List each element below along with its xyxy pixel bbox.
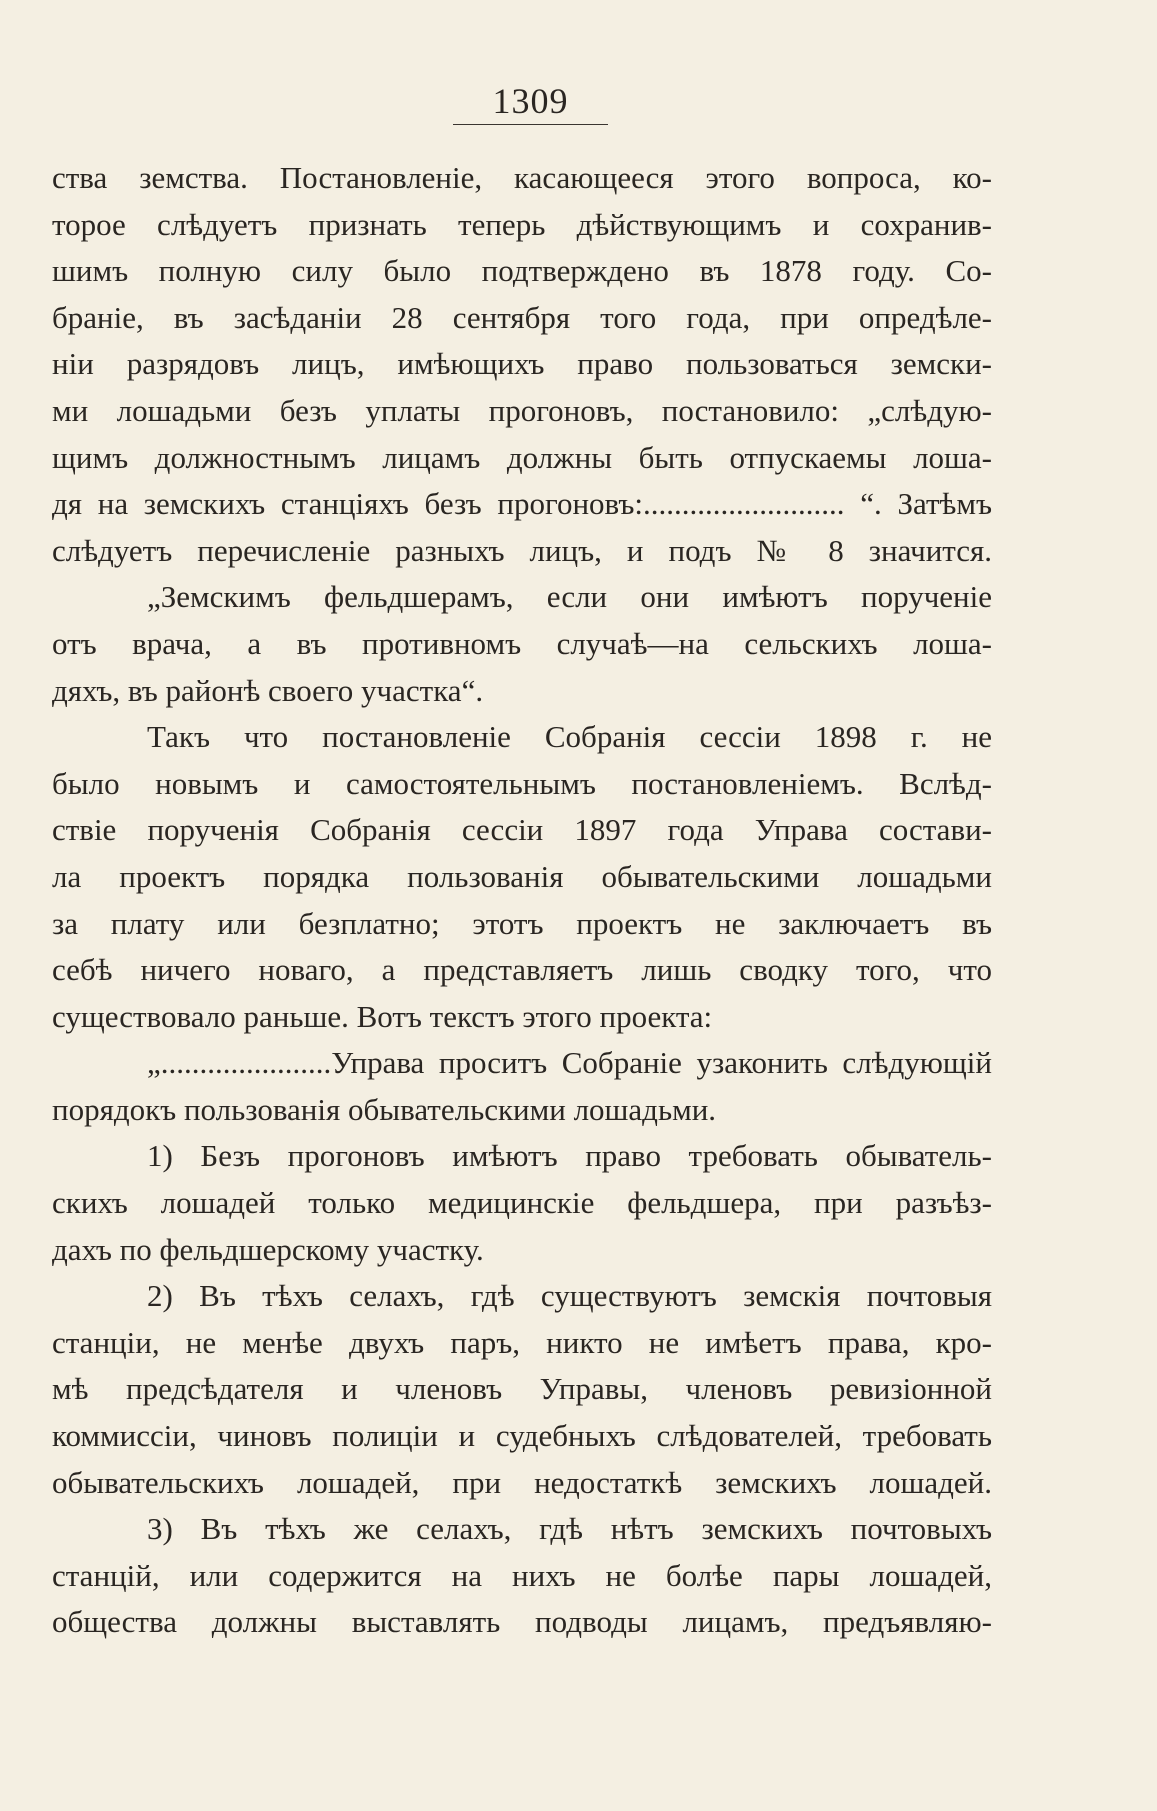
text-line: станціи, не менѣе двухъ паръ, никто не имѣетъ права, кро- — [52, 1324, 992, 1360]
text-line: торое слѣдуетъ признать теперь дѣйствующимъ и сохранив- — [52, 206, 992, 242]
text-line: мѣ предсѣдателя и членовъ Управы, членовъ ревизіонной — [52, 1371, 992, 1407]
text-line: было новымъ и самостоятельнымъ постановленіемъ. Вслѣд- — [52, 765, 992, 801]
text-line: скихъ лошадей только медицинскіе фельдшера, при разъѣз- — [52, 1185, 992, 1221]
text-line: дахъ по фельдшерскому участку. — [52, 1231, 484, 1267]
text-line: 2) Въ тѣхъ селахъ, гдѣ существуютъ земскія почтовыя — [147, 1278, 992, 1314]
text-line: ла проектъ порядка пользованія обывательскими лошадьми — [52, 858, 992, 894]
text-line: общества должны выставлять подводы лицамъ, предъявляю- — [52, 1604, 992, 1640]
header-rule — [453, 124, 608, 125]
text-line: шимъ полную силу было подтверждено въ 1878 году. Со- — [52, 253, 992, 289]
text-line: щимъ должностнымъ лицамъ должны быть отпускаемы лоша- — [52, 439, 992, 475]
text-line: ствіе порученія Собранія сессіи 1897 года Управа состави- — [52, 812, 992, 848]
text-line: за плату или безплатно; этотъ проектъ не заключаетъ въ — [52, 905, 992, 941]
text-line: Такъ что постановленіе Собранія сессіи 1898 г. не — [147, 719, 992, 755]
text-line: дяхъ, въ районѣ своего участка“. — [52, 672, 484, 708]
text-line: 3) Въ тѣхъ же селахъ, гдѣ нѣтъ земскихъ почтовыхъ — [147, 1511, 992, 1547]
page-number: 1309 — [492, 81, 569, 121]
text-line: дя на земскихъ станціяхъ безъ прогоновъ:.......................... “. Затѣмъ — [52, 486, 992, 522]
text-line: существовало раньше. Вотъ текстъ этого проекта: — [52, 998, 713, 1034]
text-line: отъ врача, а въ противномъ случаѣ—на сельскихъ лоша- — [52, 625, 992, 661]
text-line: себѣ ничего новаго, а представляетъ лишь сводку того, что — [52, 952, 992, 988]
text-line: „Земскимъ фельдшерамъ, если они имѣютъ порученіе — [147, 579, 992, 615]
text-line: ніи разрядовъ лицъ, имѣющихъ право пользоваться земски- — [52, 346, 992, 382]
text-line: порядокъ пользованія обывательскими лошадьми. — [52, 1091, 717, 1127]
text-line: обывательскихъ лошадей, при недостаткѣ земскихъ лошадей. — [52, 1464, 992, 1500]
text-line: ми лошадьми безъ уплаты прогоновъ, постановило: „слѣдую- — [52, 392, 992, 428]
text-line: ства земства. Постановленіе, касающееся этого вопроса, ко- — [52, 160, 992, 195]
text-line: 1) Безъ прогоновъ имѣютъ право требовать обыватель- — [147, 1138, 992, 1174]
text-line: станцій, или содержится на нихъ не болѣе пары лошадей, — [52, 1557, 992, 1593]
text-line: коммиссіи, чиновъ полиціи и судебныхъ слѣдователей, требовать — [52, 1418, 992, 1454]
text-line: слѣдуетъ перечисленіе разныхъ лицъ, и подъ № 8 значится. — [52, 532, 992, 568]
body-text — [52, 155, 992, 1646]
text-line: „......................Управа проситъ Собраніе узаконить слѣдующій — [147, 1045, 992, 1081]
text-line: браніе, въ засѣданіи 28 сентября того года, при опредѣле- — [52, 299, 992, 335]
